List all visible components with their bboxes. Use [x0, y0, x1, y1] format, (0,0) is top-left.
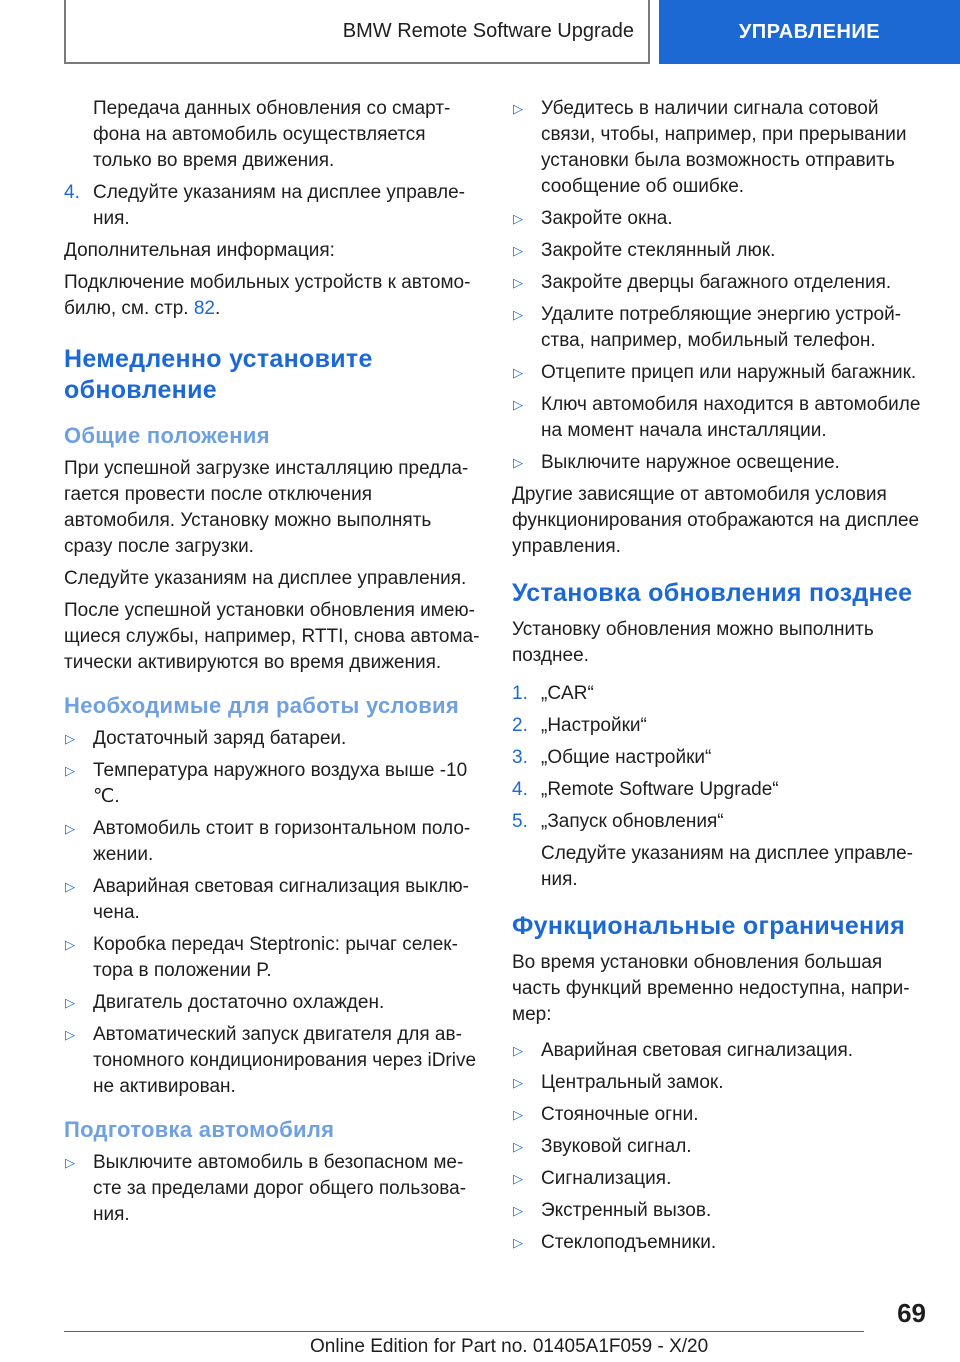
list-item [512, 270, 922, 296]
list-item-text: Стояночные огни. [541, 1104, 699, 1125]
step-text: „Запуск обновления“ [541, 811, 724, 832]
left-column [64, 96, 480, 1234]
list-item [512, 360, 922, 386]
triangle-bullet-icon: ▷ [65, 995, 75, 1010]
list-item-text: Коробка передач Steptronic: рычаг селек-тора в положении P. [93, 934, 458, 981]
list-item-text: Аварийная световая сигнализация выклю-чена. [93, 876, 470, 923]
triangle-bullet-icon: ▷ [513, 1235, 523, 1250]
step-text: „Общие настройки“ [541, 747, 712, 768]
list-item [64, 1150, 480, 1228]
step-item [512, 777, 922, 803]
triangle-bullet-icon: ▷ [513, 1075, 523, 1090]
triangle-bullet-icon: ▷ [513, 1107, 523, 1122]
install-later-paragraph: Установку обновления можно выполнить позднее. [512, 619, 874, 666]
list-item [512, 238, 922, 264]
page-link-82[interactable]: 82 [193, 298, 215, 319]
page-number: 69 [897, 1298, 926, 1328]
list-item-text: Отцепите прицеп или наружный багажник. [541, 362, 917, 383]
limits-paragraph: Во время установки обновления большая часть функций временно недоступна, напри-мер: [512, 952, 910, 1025]
list-item [512, 1070, 922, 1096]
list-item [512, 1102, 922, 1128]
triangle-bullet-icon: ▷ [65, 879, 75, 894]
step-text: „CAR“ [541, 683, 594, 704]
list-item [64, 816, 480, 868]
triangle-bullet-icon: ▷ [65, 1155, 75, 1170]
list-item-text: Автоматический запуск двигателя для ав-тономного кондиционирования через iDrive не активирован. [93, 1024, 477, 1097]
header-section-tab [64, 0, 650, 64]
list-item-text: Закройте окна. [541, 208, 673, 229]
triangle-bullet-icon: ▷ [513, 243, 523, 258]
triangle-bullet-icon: ▷ [65, 763, 75, 778]
install-later-steps [512, 681, 922, 835]
list-item-text: Звуковой сигнал. [541, 1136, 692, 1157]
list-item [64, 874, 480, 926]
general-paragraph-2: Следуйте указаниям на дисплее управления. [64, 568, 467, 589]
list-item [512, 450, 922, 476]
triangle-bullet-icon: ▷ [513, 365, 523, 380]
triangle-bullet-icon: ▷ [513, 455, 523, 470]
list-item-text: Сигнализация. [541, 1168, 672, 1189]
triangle-bullet-icon: ▷ [513, 1203, 523, 1218]
triangle-bullet-icon: ▷ [513, 307, 523, 322]
triangle-bullet-icon: ▷ [513, 211, 523, 226]
list-item-text: Достаточный заряд батареи. [93, 728, 347, 749]
triangle-bullet-icon: ▷ [65, 821, 75, 836]
step-item [512, 745, 922, 771]
list-item-text: Закройте дверцы багажного отделения. [541, 272, 892, 293]
list-item-text: Выключите автомобиль в безопасном ме-сте за пределами дорог общего пользова-ния. [93, 1152, 467, 1225]
step-number: 5. [512, 811, 528, 832]
triangle-bullet-icon: ▷ [513, 397, 523, 412]
list-item-text: Выключите наружное освещение. [541, 452, 840, 473]
list-item [64, 932, 480, 984]
list-item-text: Автомобиль стоит в горизонтальном поло-жении. [93, 818, 471, 865]
list-item-text: Аварийная световая сигнализация. [541, 1040, 854, 1061]
list-item [512, 96, 922, 200]
list-item [512, 1198, 922, 1224]
other-conditions-paragraph: Другие зависящие от автомобиля условия функционирования отображаются на дисплее управления. [512, 484, 920, 557]
list-item [512, 302, 922, 354]
footer-divider [64, 1331, 864, 1332]
step-text: „Remote Software Upgrade“ [541, 779, 779, 800]
prepare-list-left [64, 1150, 480, 1228]
triangle-bullet-icon: ▷ [513, 101, 523, 116]
prepare-list-right [512, 96, 922, 476]
heading-general: Общие положения [64, 423, 270, 448]
right-column [512, 96, 922, 1262]
list-item [64, 990, 480, 1016]
heading-limits: Функциональные ограничения [512, 912, 906, 940]
step-4 [64, 180, 480, 232]
step-item [512, 809, 922, 835]
list-item [512, 392, 922, 444]
triangle-bullet-icon: ▷ [513, 1171, 523, 1186]
header-section-title: BMW Remote Software Upgrade [342, 19, 634, 42]
triangle-bullet-icon: ▷ [65, 937, 75, 952]
step-number: 2. [512, 715, 528, 736]
list-item-text: Убедитесь в наличии сигнала сотовой связи, чтобы, например, при прерывании установки была возможность отправить сообщение об ошибке. [541, 98, 907, 197]
list-item [64, 758, 480, 810]
list-item-text: Закройте стеклянный люк. [541, 240, 776, 261]
step-number: 4. [512, 779, 528, 800]
list-item [512, 206, 922, 232]
triangle-bullet-icon: ▷ [513, 1139, 523, 1154]
list-item-text: Центральный замок. [541, 1072, 724, 1093]
header-chapter-tab[interactable] [659, 0, 960, 64]
step-number: 1. [512, 683, 528, 704]
connect-reference [64, 270, 480, 322]
list-item-text: Ключ автомобиля находится в автомобиле на момент начала инсталляции. [541, 394, 921, 441]
triangle-bullet-icon: ▷ [65, 731, 75, 746]
intro-continuation: Передача данных обновления со смарт-фона на автомобиль осуществляется только во время движения. [93, 98, 451, 171]
heading-install-now: Немедленно установите обновление [64, 345, 373, 404]
triangle-bullet-icon: ▷ [513, 275, 523, 290]
list-item [512, 1230, 922, 1256]
connect-text: Подключение мобильных устройств к автомо-билю, см. стр. [64, 272, 471, 319]
list-item-text: Удалите потребляющие энергию устрой-ства, например, мобильный телефон. [541, 304, 902, 351]
list-item [512, 1166, 922, 1192]
limits-list [512, 1038, 922, 1256]
step-text: „Настройки“ [541, 715, 647, 736]
step-number: 3. [512, 747, 528, 768]
more-info-label: Дополнительная информация: [64, 240, 335, 261]
list-item [512, 1134, 922, 1160]
triangle-bullet-icon: ▷ [65, 1027, 75, 1042]
connect-end: . [214, 298, 221, 319]
header-chapter-title: УПРАВЛЕНИЕ [738, 20, 881, 43]
list-item [64, 726, 480, 752]
step-number: 4. [64, 182, 80, 203]
list-item-text: Стеклоподъемники. [541, 1232, 717, 1253]
heading-prepare: Подготовка автомобиля [64, 1117, 335, 1142]
triangle-bullet-icon: ▷ [513, 1043, 523, 1058]
list-item-text: Экстренный вызов. [541, 1200, 712, 1221]
heading-install-later: Установка обновления позднее [512, 579, 913, 607]
footer-edition: Online Edition for Part no. 01405A1F059 - X/20 [310, 1336, 709, 1357]
list-item [64, 1022, 480, 1100]
heading-conditions: Необходимые для работы условия [64, 693, 459, 718]
conditions-list [64, 726, 480, 1100]
list-item-text: Двигатель достаточно охлажден. [93, 992, 385, 1013]
step5-follow-text: Следуйте указаниям на дисплее управле-ния. [541, 843, 913, 890]
general-paragraph-1: При успешной загрузке инсталляцию предла-гается провести после отключения автомобиля. Установку можно выполнять сразу после загрузки. [64, 458, 469, 557]
step-item [512, 713, 922, 739]
general-paragraph-3: После успешной установки обновления имею-щиеся службы, например, RTTI, снова автома-тически активируются во время движения. [64, 600, 480, 673]
list-item [512, 1038, 922, 1064]
step-text: Следуйте указаниям на дисплее управле-ния. [93, 182, 465, 229]
list-item-text: Температура наружного воздуха выше -10 ℃. [93, 760, 468, 807]
step-item [512, 681, 922, 707]
